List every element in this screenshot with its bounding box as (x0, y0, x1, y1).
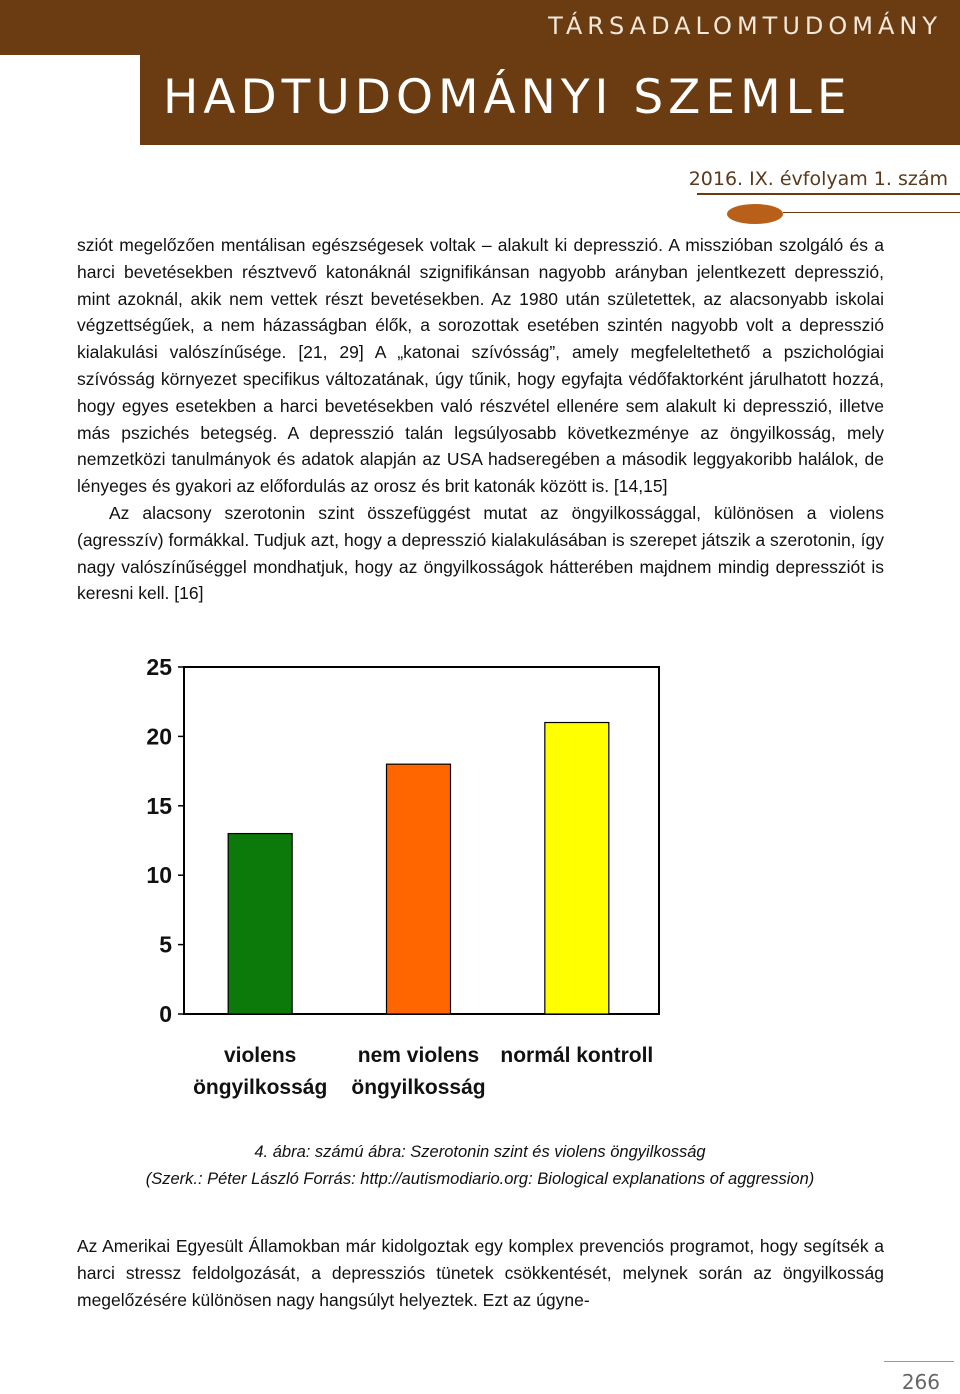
paragraph-2: Az alacsony szerotonin szint összefüggést mutat az öngyilkossággal, különösen a violens (agresszív) formákkal. Tudjuk azt, hogy a depresszió kialakulásában is szerepet játszik a szerotonin, így nagy valószínűséggel mondhatjuk, hogy az öngyilkosságok hátterében majdnem mindig depressziót is keresni kell. [16] (77, 502, 884, 604)
bar-chart (140, 650, 670, 1110)
y-tick-label: 15 (146, 792, 172, 819)
figure-caption-source: (Szerk.: Péter László Forrás: http://autismodiario.org: Biological explanations of aggression) (145, 1170, 815, 1188)
header-ornament (727, 204, 783, 224)
section-title: TÁRSADALOMTUDOMÁNY (548, 12, 942, 40)
paragraph-3: Az Amerikai Egyesült Államokban már kidolgoztak egy komplex prevenciós programot, hogy segítsék a harci stressz feldolgozását, a depressziós tünetek csökkentését, melynek során az öngyilkosság megelőzésére különösen nagy hangsúlyt helyeztek. Ezt az úgyne- (77, 1236, 884, 1310)
x-category-label: öngyilkosság (351, 1076, 486, 1099)
bar (228, 834, 292, 1014)
figure-caption-title: 4. ábra: számú ábra: Szerotonin szint és violens öngyilkosság (254, 1143, 706, 1161)
y-tick-label: 0 (159, 1001, 172, 1027)
y-tick-label: 25 (146, 654, 172, 680)
header-rule (697, 193, 960, 195)
page-number-rule (884, 1361, 954, 1362)
y-tick-label: 10 (146, 862, 172, 889)
header-rule-thin (783, 212, 960, 213)
x-category-label: normál kontroll (500, 1044, 654, 1067)
page-number: 266 (901, 1370, 940, 1394)
y-tick-label: 5 (159, 931, 172, 958)
chart-svg (140, 650, 670, 1110)
x-category-label: nem violens (357, 1044, 480, 1067)
paragraph-1: sziót megelőzően mentálisan egészségesek voltak – alakult ki depresszió. A misszióban szolgáló és a harci bevetésekben résztvevő katonáknál szignifikánsan nagyobb arányban jelentkezett depresszió, mint azoknál, akik nem vettek részt bevetésekben. Az 1980 után születettek, az alacsonyabb iskolai végzettségűek, a nem házasságban élők, a sorozottak esetében szintén nagyobb volt a depresszió kialakulási valószínűsége. [21, 29] A „katonai szívósság”, amely megfeleltethető a pszichológiai szívósság környezet specifikus változatának, úgy tűnik, hogy egyfajta védőfaktorként járulhatott hozzá, hogy egyes esetekben a harci bevetésekben való részvétel ellenére sem alakult ki depresszió, illetve más pszichés betegség. A depresszió talán legsúlyosabb következménye az öngyilkosság, mely nemzetközi tanulmányok és adatok alapján az USA hadseregében a második leggyakoribb halálok, de lényeges és gyakori az előfordulás az orosz és brit katonák között is. [14,15] (77, 235, 884, 497)
x-category-label: violens (223, 1044, 297, 1067)
body-paragraphs (77, 232, 884, 607)
bar (387, 764, 451, 1014)
bar (545, 723, 609, 1014)
x-category-label: öngyilkosság (193, 1076, 328, 1099)
y-tick-label: 20 (146, 723, 172, 750)
issue-info: 2016. IX. évfolyam 1. szám (688, 168, 948, 190)
journal-title: HADTUDOMÁNYI SZEMLE (163, 70, 852, 125)
